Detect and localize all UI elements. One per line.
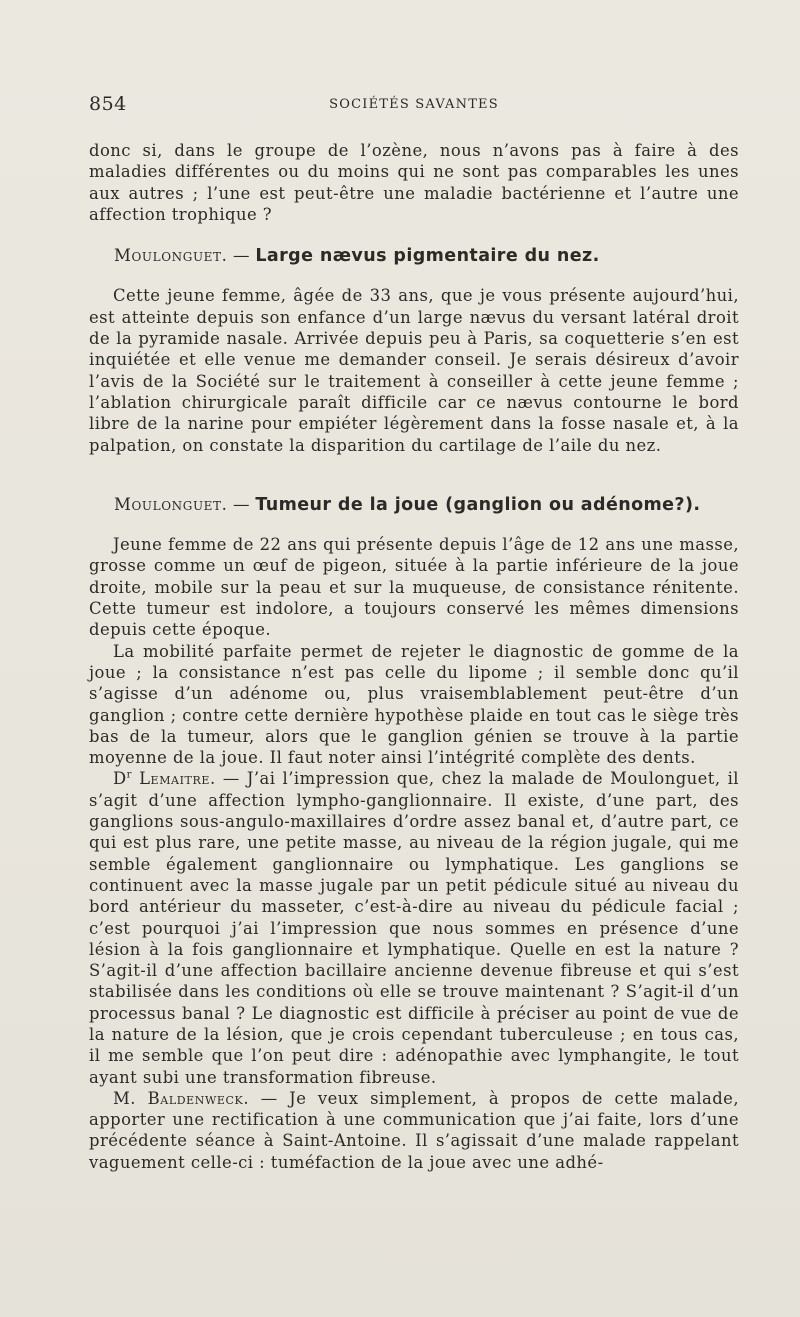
paragraph-tumeur-description: Jeune femme de 22 ans qui présente depuis l’âge de 12 ans une masse, grosse comme un œuf de pigeon, située à la partie inférieure de la joue droite, mobile sur la peau et sur la muqueuse, de consistance rénitente. Cette tumeur est indolore, a toujours conservé les mêmes dimensions depuis cette époque. [89,535,739,640]
paragraph-tumeur-diagnostic: La mobilité parfaite permet de rejeter le diagnostic de gomme de la joue ; la consistance n’est pas celle du lipome ; il semble donc qu’il s’agisse d’un adénome ou, plus vraisemblablement peut-être d’un ganglion ; contre cette dernière hypothèse plaide en tout cas le siège très bas de la tumeur, alors que le ganglion génien se trouve à la partie moyenne de la joue. Il faut noter ainsi l’intégrité complète des dents. [89,641,739,768]
speaker-title: M. [113,1088,136,1108]
speaker-title: D [113,769,127,789]
paragraph-lemaitre [89,768,739,1087]
speaker-title-sup: r [126,769,132,781]
section-author: Moulonguet. [114,246,228,266]
section-heading-tumeur [89,494,739,516]
speaker-name: Baldenweck. [135,1088,250,1108]
running-title: SOCIÉTÉS SAVANTES [329,97,499,112]
speaker-text: — J’ai l’impression que, chez la malade de Moulonguet, il s’agit d’une affection lympho-ganglionnaire. Il existe, d’une part, des ganglions sous-angulo-maxillaires d’ordre assez banal et, d’autre part, ce qui est plus rare, une petite masse, au niveau de la région jugale, qui me semble également ganglionnaire ou lymphatique. Les ganglions se continuent avec la masse jugale par un petit pédicule situé au niveau du bord antérieur du masseter, c’est-à-dire au niveau du pédicule facial ; c’est pourquoi j’ai l’impression que nous sommes en présence d’une lésion à la fois ganglionnaire et lymphatique. Quelle en est la nature ? S’agit-il d’une affection bacillaire ancienne devenue fibreuse et qui s’est stabilisée dans les conditions où elle se trouve maintenant ? S’agit-il d’un processus banal ? Le diagnostic est difficile à préciser au point de vue de la nature de la lésion, que je crois cependant tuberculeuse ; en tous cas, il me semble que l’on peut dire : adénopathie avec lymphangite, le tout ayant subi une transformation fibreuse. [89,769,739,1087]
page-header [89,93,739,119]
speaker-name: Lemaitre. [131,769,216,789]
paragraph-naevus-case: Cette jeune femme, âgée de 33 ans, que je vous présente aujourd’hui, est atteinte depuis son enfance d’un large nævus du versant latéral droit de la pyramide nasale. Arrivée depuis peu à Paris, sa coquetterie s’en est inquiétée et elle venue me demander conseil. Je serais désireux d’avoir l’avis de la Société sur le traitement à conseiller à cette jeune femme ; l’ablation chirurgicale paraît difficile car ce nævus contourne le bord libre de la narine pour empiéter légèrement dans la fosse nasale et, à la palpation, on constate la disparition du cartilage de l’aile du nez. [89,286,739,455]
speaker-text: — Je veux simplement, à propos de cette malade, apporter une rectification à une communication que j’ai faite, lors d’une précédente séance à Saint-Antoine. Il s’agissait d’une malade rappelant vaguement celle-ci : tuméfaction de la joue avec une adhé- [89,1088,739,1172]
section-title: Large nævus pigmentaire du nez. [255,246,600,267]
article-body [89,140,739,1173]
section-heading-naevus [89,245,739,267]
page-number: 854 [89,93,127,115]
section-dash: — [227,494,256,514]
paragraph-opening: donc si, dans le groupe de l’ozène, nous n’avons pas à faire à des maladies différentes ou du moins qui ne sont pas comparables les unes aux autres ; l’une est peut-être une maladie bactérienne et l’autre une affection trophique ? [89,141,739,224]
section-author: Moulonguet. [114,494,228,514]
paragraph-baldenweck [89,1088,739,1173]
section-dash: — [227,246,256,266]
section-title: Tumeur de la joue (ganglion ou adénome?). [255,494,701,515]
